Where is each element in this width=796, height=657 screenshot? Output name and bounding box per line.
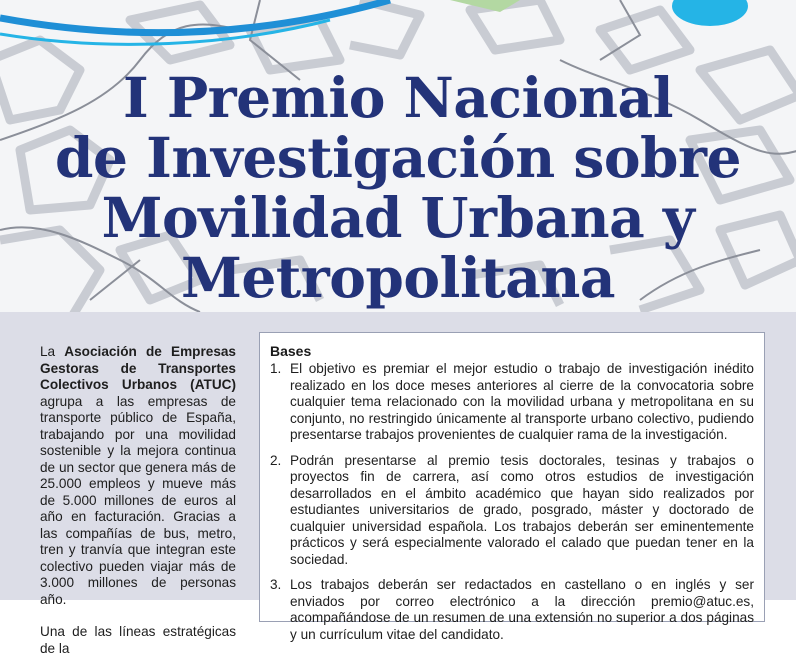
title-line-3: Movilidad Urbana y [101, 185, 695, 250]
bases-box [259, 332, 765, 642]
bases-item [270, 361, 754, 444]
bases-item-text: El objetivo es premiar el mejor estudio o trabajo de investigación inédito realizado en los doce meses anteriores al cierre de la convocatoria sobre cualquier tema relacionado con la movilidad urbana y metropolitana en su conjunto, no restringido únicamente al transporte urbano colectivo, pudiendo presentarse trabajos provenientes de cualquier rama de la investigación. [290, 361, 754, 442]
bases-item [270, 577, 754, 643]
bases-heading: Bases [270, 343, 312, 359]
bases-item-number: 2. [270, 452, 282, 468]
intro-paragraph [40, 344, 236, 608]
intro-lead: La [40, 344, 65, 359]
bases-item-number: 1. [270, 361, 282, 376]
bases-item-text: Podrán presentarse al premio tesis doctorales, tesinas y trabajos o proyectos fin de carrera, así como otros estudios de investigación desarrollados en el ámbito académico que hayan sido realizados por estudiantes universitarios de grado, posgrado, máster y doctorado de cualquier universidad española. Los trabajos deberán ser eminentemente prácticos y será especialmente valorado el calado que puedan tener en la sociedad. [290, 452, 754, 567]
intro-column [40, 344, 236, 657]
bases-list [270, 361, 754, 643]
intro-second-paragraph: Una de las líneas estratégicas de la [40, 624, 236, 656]
organization-name: Asociación de Empresas Gestoras de Transportes Colectivos Urbanos (ATUC) [40, 344, 236, 392]
title-line-4: Metropolitana [180, 245, 616, 310]
bases-item-text: Los trabajos deberán ser redactados en castellano o en inglés y ser enviados por correo electrónico a la dirección premio@atuc.es, acompañándose de un resumen de una extensión no superior a dos páginas y un currículum vitae del candidato. [290, 577, 754, 642]
header-banner [0, 0, 796, 312]
intro-body: agrupa a las empresas de transporte público de España, trabajando por una movilidad sostenible y la mejora continua de un sector que genera más de 25.000 empleos y mueve más de 5.000 millones de euros al año en facturación. Gracias a las compañías de bus, metro, tren y tranvía que integran este colectivo pueden viajar más de 3.000 millones de personas año. [40, 393, 236, 607]
bases-item-number: 3. [270, 577, 282, 592]
title-line-2: de Investigación sobre [55, 125, 741, 190]
content-section [0, 312, 796, 656]
bases-item [270, 453, 754, 569]
title-line-1: I Premio Nacional [122, 65, 674, 130]
page-title [0, 65, 796, 310]
